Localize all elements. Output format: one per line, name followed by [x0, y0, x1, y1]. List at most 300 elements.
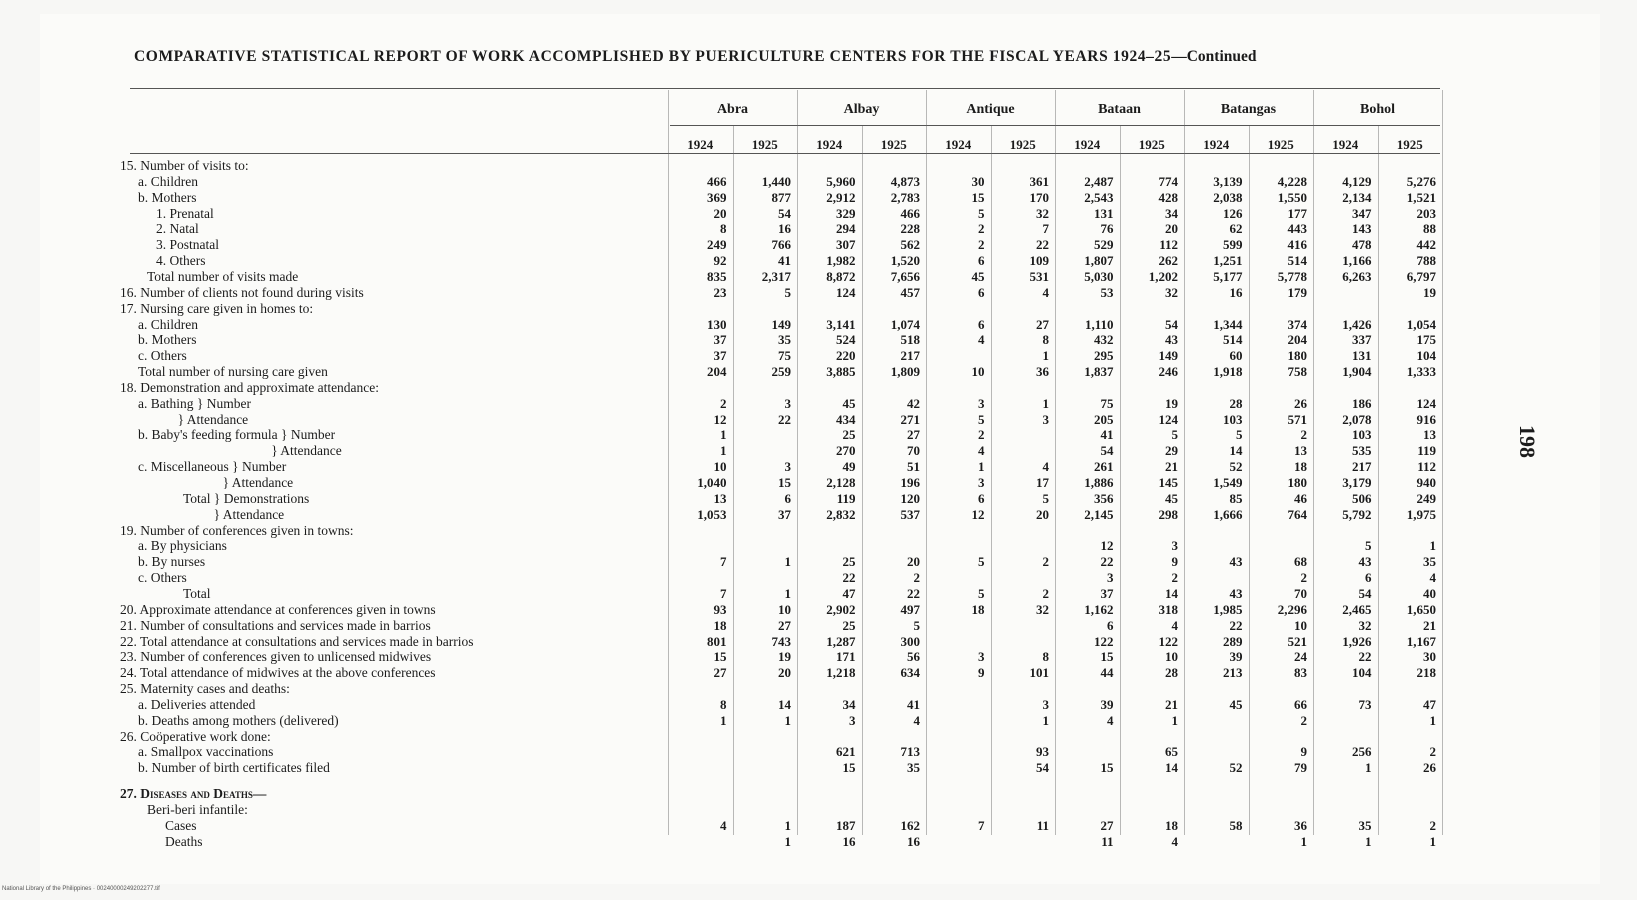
cell-value: 52: [1229, 459, 1243, 475]
cell-value: 2,783: [890, 189, 920, 205]
cell-value: 75: [778, 348, 791, 364]
cell-value: 7: [720, 585, 727, 601]
cell-value: 3: [1107, 570, 1114, 586]
row-label: [120, 523, 354, 538]
cell-value: 204: [1287, 332, 1307, 348]
row-label-text: 15. Number of visits to:: [120, 158, 249, 173]
cell-value: 1,550: [1277, 189, 1307, 205]
cell-value: 2,296: [1277, 601, 1307, 617]
cell-value: 521: [1287, 633, 1307, 649]
cell-value: 58: [1229, 817, 1243, 833]
cell-value: 8: [1042, 332, 1049, 348]
cell-value: 88: [1423, 221, 1436, 237]
cell-value: 124: [836, 284, 856, 300]
cell-value: 27: [713, 665, 727, 681]
cell-value: 1: [1300, 833, 1307, 849]
row-label-text: 19. Number of conferences given in towns:: [120, 522, 354, 538]
row-label: [138, 427, 335, 442]
row-label-text: b. By nurses: [138, 554, 206, 570]
cell-value: 7: [978, 817, 985, 833]
row-label: [138, 760, 330, 775]
cell-value: 3,179: [1342, 475, 1372, 490]
cell-value: 17: [1036, 475, 1049, 490]
cell-value: 43: [1358, 554, 1372, 570]
row-label: [138, 174, 198, 189]
cell-value: 337: [1352, 332, 1372, 348]
row-label: [138, 744, 273, 759]
cell-value: 1: [1429, 538, 1436, 554]
cell-value: 5,792: [1342, 506, 1372, 522]
cell-value: 361: [1029, 173, 1049, 189]
cell-value: 180: [1287, 475, 1307, 490]
year-header: 1924: [687, 137, 714, 152]
year-header: 1925: [1396, 137, 1423, 152]
cell-value: 76: [1100, 221, 1114, 237]
cell-value: 35: [907, 760, 920, 776]
cell-value: 45: [1229, 696, 1243, 712]
cell-value: 1: [720, 443, 727, 459]
cell-value: 634: [900, 665, 920, 681]
cell-value: 45: [1165, 490, 1178, 506]
row-label: [120, 158, 249, 173]
cell-value: 16: [907, 833, 920, 849]
row-label-text: a. Children: [138, 173, 198, 189]
report-title: [134, 48, 1524, 66]
cell-value: 170: [1029, 189, 1049, 205]
cell-value: 514: [1223, 332, 1243, 348]
cell-value: 32: [1036, 205, 1049, 221]
cell-value: 3: [1042, 411, 1049, 427]
row-label: [165, 818, 197, 833]
row-label-text: Total: [183, 585, 211, 601]
cell-value: 187: [836, 817, 856, 833]
cell-value: 30: [1423, 649, 1436, 665]
top-rule: [130, 88, 1440, 89]
cell-value: 2,134: [1342, 189, 1372, 205]
row-label: [120, 285, 364, 300]
cell-value: 443: [1287, 221, 1307, 237]
row-label: [178, 412, 249, 427]
cell-value: 5: [978, 205, 985, 221]
cell-value: 3,139: [1213, 173, 1243, 189]
cell-value: 1,975: [1406, 506, 1436, 522]
row-label-text: Cases: [165, 817, 197, 833]
cell-value: 32: [1036, 601, 1049, 617]
cell-value: 1: [784, 712, 791, 728]
row-label-text: 26. Coöperative work done:: [120, 728, 271, 744]
row-label: [183, 491, 309, 506]
cell-value: 43: [1229, 585, 1243, 601]
cell-value: 21: [1165, 459, 1178, 475]
cell-value: 4: [1107, 712, 1114, 728]
cell-value: 25: [842, 617, 856, 633]
cell-value: 11: [1036, 817, 1049, 833]
cell-value: 26: [1294, 395, 1307, 411]
cell-value: 119: [1417, 443, 1436, 459]
row-label: [147, 269, 298, 284]
row-label-text: 16. Number of clients not found during visits: [120, 284, 364, 300]
cell-value: 3: [978, 649, 985, 665]
cell-value: 877: [771, 189, 791, 205]
cell-value: 27: [1100, 817, 1114, 833]
cell-value: 369: [707, 189, 727, 205]
cell-value: 3: [784, 459, 791, 475]
cell-value: 2: [1429, 744, 1436, 760]
province-header: Abra: [716, 102, 749, 117]
title-suffix: —Continued: [1171, 48, 1257, 65]
cell-value: 51: [907, 459, 920, 475]
cell-value: 12: [1100, 538, 1114, 554]
cell-value: 120: [900, 490, 920, 506]
cell-value: 35: [1423, 554, 1436, 570]
cell-value: 442: [1416, 237, 1436, 253]
cell-value: 764: [1287, 506, 1307, 522]
cell-value: 2,902: [826, 601, 856, 617]
row-label: [120, 681, 290, 696]
cell-value: 14: [1165, 760, 1178, 776]
cell-value: 5,276: [1406, 173, 1436, 189]
cell-value: 1: [978, 459, 985, 475]
cell-value: 43: [1229, 554, 1243, 570]
cell-value: 256: [1352, 744, 1372, 760]
cell-value: 45: [971, 268, 985, 284]
year-header: 1925: [880, 137, 907, 152]
cell-value: 28: [1165, 665, 1178, 681]
cell-value: 2,912: [826, 189, 856, 205]
cell-value: 5: [978, 585, 985, 601]
cell-value: 14: [778, 696, 791, 712]
cell-value: 1: [720, 712, 727, 728]
cell-value: 1,982: [826, 253, 856, 269]
row-label-text: 27. Diseases and Deaths—: [120, 786, 267, 802]
row-label-text: } Attendance: [177, 411, 249, 427]
cell-value: 92: [713, 253, 727, 269]
row-label: [138, 554, 205, 569]
cell-value: 2: [1042, 554, 1049, 570]
row-label-text: b. Mothers: [138, 189, 197, 205]
cell-value: 145: [1158, 475, 1178, 490]
cell-value: 766: [771, 237, 791, 253]
cell-value: 2: [978, 221, 985, 237]
cell-value: 2: [978, 427, 985, 443]
row-label-text: 4. Others: [156, 253, 206, 269]
cell-value: 1,926: [1342, 633, 1372, 649]
cell-value: 75: [1100, 395, 1114, 411]
cell-value: 4: [1171, 617, 1178, 633]
cell-value: 1: [784, 585, 791, 601]
cell-value: 19: [1165, 395, 1178, 411]
year-header: 1924: [945, 137, 972, 152]
cell-value: 21: [1165, 696, 1178, 712]
cell-value: 5: [913, 617, 920, 633]
row-label-text: } Attendance: [213, 506, 285, 522]
row-label-text: 18. Demonstration and approximate attendance:: [120, 379, 380, 395]
cell-value: 34: [842, 696, 856, 712]
cell-value: 35: [1358, 817, 1372, 833]
cell-value: 29: [1165, 443, 1178, 459]
cell-value: 37: [713, 332, 727, 348]
cell-value: 2: [1171, 570, 1178, 586]
cell-value: 42: [907, 395, 920, 411]
cell-value: 434: [836, 411, 856, 427]
cell-value: 535: [1352, 443, 1372, 459]
cell-value: 162: [900, 817, 920, 833]
cell-value: 6,797: [1406, 268, 1436, 284]
cell-value: 40: [1423, 585, 1436, 601]
cell-value: 21: [1423, 617, 1436, 633]
province-header: Albay: [843, 102, 880, 117]
cell-value: 3: [978, 395, 985, 411]
cell-value: 4: [1042, 284, 1049, 300]
cell-value: 1: [720, 427, 727, 443]
cell-value: 295: [1094, 348, 1114, 364]
cell-value: 4,228: [1277, 173, 1307, 189]
row-label: [138, 396, 251, 411]
cell-value: 14: [1165, 585, 1178, 601]
cell-value: 124: [1158, 411, 1178, 427]
cell-value: 6,263: [1342, 268, 1372, 284]
cell-value: 246: [1158, 364, 1178, 380]
cell-value: 259: [771, 364, 791, 380]
cell-value: 261: [1094, 459, 1114, 475]
cell-value: 122: [1158, 633, 1178, 649]
row-label-text: b. Deaths among mothers (delivered): [138, 712, 339, 728]
cell-value: 104: [1352, 665, 1372, 681]
row-label-text: a. Deliveries attended: [138, 696, 256, 712]
cell-value: 46: [1294, 490, 1307, 506]
cell-value: 300: [900, 633, 920, 649]
cell-value: 65: [1165, 744, 1178, 760]
cell-value: 3: [978, 475, 985, 490]
cell-value: 122: [1094, 633, 1114, 649]
cell-value: 18: [1165, 817, 1178, 833]
cell-value: 2: [720, 395, 727, 411]
cell-value: 196: [900, 475, 920, 490]
cell-value: 347: [1352, 205, 1372, 221]
cell-value: 5: [978, 411, 985, 427]
cell-value: 4: [1042, 459, 1049, 475]
cell-value: 249: [707, 237, 727, 253]
cell-value: 1: [784, 833, 791, 849]
cell-value: 1,985: [1213, 601, 1243, 617]
row-label: [183, 586, 211, 601]
cell-value: 5: [1365, 538, 1372, 554]
cell-value: 318: [1158, 601, 1178, 617]
cell-value: 101: [1029, 665, 1049, 681]
cell-value: 3: [784, 395, 791, 411]
cell-value: 1,440: [761, 173, 791, 189]
cell-value: 28: [1229, 395, 1243, 411]
cell-value: 5,030: [1084, 268, 1114, 284]
cell-value: 514: [1287, 253, 1307, 269]
cell-value: 13: [713, 490, 727, 506]
row-label-text: a. Children: [138, 316, 198, 332]
cell-value: 54: [1165, 316, 1178, 332]
cell-value: 1,162: [1084, 601, 1114, 617]
row-label: [120, 602, 436, 617]
row-label-text: b. Mothers: [138, 332, 197, 348]
row-label-text: c. Miscellaneous } Number: [138, 459, 287, 475]
cell-value: 788: [1416, 253, 1436, 269]
cell-value: 1,054: [1406, 316, 1436, 332]
cell-value: 835: [707, 268, 727, 284]
cell-value: 457: [900, 284, 920, 300]
cell-value: 2,038: [1213, 189, 1243, 205]
cell-value: 49: [842, 459, 856, 475]
cell-value: 478: [1352, 237, 1372, 253]
province-header: Bataan: [1098, 102, 1141, 117]
cell-value: 70: [907, 443, 920, 459]
year-header: 1924: [1332, 137, 1359, 152]
cell-value: 205: [1094, 411, 1114, 427]
cell-value: 940: [1416, 475, 1436, 490]
cell-value: 5: [978, 554, 985, 570]
cell-value: 126: [1223, 205, 1243, 221]
cell-value: 217: [900, 348, 920, 364]
cell-value: 18: [1294, 459, 1307, 475]
cell-value: 7,656: [890, 268, 920, 284]
cell-value: 1,666: [1213, 506, 1243, 522]
cell-value: 4: [720, 817, 727, 833]
cell-value: 15: [778, 475, 791, 490]
cell-value: 5,778: [1277, 268, 1307, 284]
cell-value: 5,177: [1213, 268, 1243, 284]
cell-value: 289: [1223, 633, 1243, 649]
cell-value: 119: [836, 490, 856, 506]
cell-value: 10: [713, 459, 727, 475]
cell-value: 26: [1423, 760, 1436, 776]
row-label: [138, 697, 255, 712]
cell-value: 62: [1229, 221, 1243, 237]
cell-value: 356: [1094, 490, 1114, 506]
cell-value: 1,426: [1342, 316, 1372, 332]
cell-value: 2: [1042, 585, 1049, 601]
row-label: [156, 206, 214, 221]
cell-value: 621: [836, 744, 856, 760]
cell-value: 5,960: [826, 173, 856, 189]
cell-value: 774: [1158, 173, 1178, 189]
cell-value: 1,886: [1084, 475, 1114, 490]
row-label-text: 1. Prenatal: [156, 205, 214, 221]
cell-value: 262: [1158, 253, 1178, 269]
cell-value: 204: [707, 364, 727, 380]
cell-value: 5: [1171, 427, 1178, 443]
cell-value: 23: [713, 284, 727, 300]
cell-value: 218: [1416, 665, 1436, 681]
cell-value: 39: [1229, 649, 1243, 665]
row-label: [138, 538, 227, 553]
cell-value: 916: [1416, 411, 1436, 427]
cell-value: 20: [1165, 221, 1178, 237]
cell-value: 10: [1165, 649, 1178, 665]
cell-value: 6: [784, 490, 791, 506]
row-label: [138, 348, 187, 363]
cell-value: 7: [1042, 221, 1049, 237]
cell-value: 1,218: [826, 665, 856, 681]
row-label-text: Deaths: [165, 833, 203, 849]
cell-value: 743: [771, 633, 791, 649]
cell-value: 416: [1287, 237, 1307, 253]
cell-value: 10: [778, 601, 791, 617]
cell-value: 1,344: [1213, 316, 1243, 332]
cell-value: 73: [1358, 696, 1372, 712]
cell-value: 13: [1423, 427, 1436, 443]
cell-value: 4,873: [890, 173, 920, 189]
cell-value: 4: [913, 712, 920, 728]
cell-value: 52: [1229, 760, 1243, 776]
cell-value: 249: [1416, 490, 1436, 506]
row-label-text: 3. Postnatal: [156, 237, 219, 253]
cell-value: 3,885: [826, 364, 856, 380]
cell-value: 41: [1100, 427, 1114, 443]
row-label: [120, 301, 313, 316]
cell-value: 2,465: [1342, 601, 1372, 617]
cell-value: 41: [778, 253, 791, 269]
cell-value: 131: [1352, 348, 1372, 364]
footer-caption: National Library of the Philippines · 00240000249202277.tif: [2, 886, 160, 892]
cell-value: 8: [1042, 649, 1049, 665]
cell-value: 1: [1042, 348, 1049, 364]
cell-value: 2: [913, 570, 920, 586]
row-label: [120, 380, 379, 395]
cell-value: 531: [1029, 268, 1049, 284]
row-label-text: a. Bathing } Number: [138, 395, 251, 411]
row-label-text: } Attendance: [222, 475, 294, 490]
cell-value: 104: [1416, 348, 1436, 364]
cell-value: 32: [1358, 617, 1372, 633]
row-label-text: 25. Maternity cases and deaths:: [120, 681, 290, 697]
cell-value: 1: [1365, 833, 1372, 849]
year-header: 1925: [1138, 137, 1165, 152]
cell-value: 2: [1300, 427, 1307, 443]
row-label-text: Beri-beri infantile:: [147, 802, 248, 817]
cell-value: 22: [1229, 617, 1243, 633]
cell-value: 713: [900, 744, 920, 760]
cell-value: 220: [836, 348, 856, 364]
cell-value: 22: [907, 585, 920, 601]
cell-value: 14: [1229, 443, 1243, 459]
cell-value: 4: [1171, 833, 1178, 849]
cell-value: 1,333: [1406, 364, 1436, 380]
cell-value: 43: [1165, 332, 1178, 348]
cell-value: 1,110: [1084, 316, 1114, 332]
row-label: [120, 618, 431, 633]
cell-value: 298: [1158, 506, 1178, 522]
cell-value: 1: [1042, 395, 1049, 411]
cell-value: 131: [1094, 205, 1114, 221]
cell-value: 56: [907, 649, 920, 665]
cell-value: 801: [707, 633, 727, 649]
year-header: 1925: [1009, 137, 1036, 152]
title-text: COMPARATIVE STATISTICAL REPORT OF WORK ACCOMPLISHED BY PUERICULTURE CENTERS FOR THE FISCAL YEARS 1924–25: [134, 48, 1172, 65]
cell-value: 203: [1416, 205, 1436, 221]
cell-value: 9: [1171, 554, 1178, 570]
row-label: [138, 570, 187, 585]
cell-value: 20: [1036, 506, 1049, 522]
row-label: [138, 317, 198, 332]
cell-value: 1,918: [1213, 364, 1243, 380]
cell-value: 6: [1365, 570, 1372, 586]
cell-value: 10: [971, 364, 985, 380]
row-label-text: Total number of visits made: [147, 268, 299, 284]
row-label-text: a. By physicians: [138, 538, 227, 554]
row-label: [138, 190, 197, 205]
cell-value: 16: [1229, 284, 1243, 300]
cell-value: 1: [1429, 712, 1436, 728]
row-label-text: Total number of nursing care given: [138, 364, 328, 380]
cell-value: 2: [1429, 817, 1436, 833]
province-header: Antique: [966, 102, 1015, 117]
